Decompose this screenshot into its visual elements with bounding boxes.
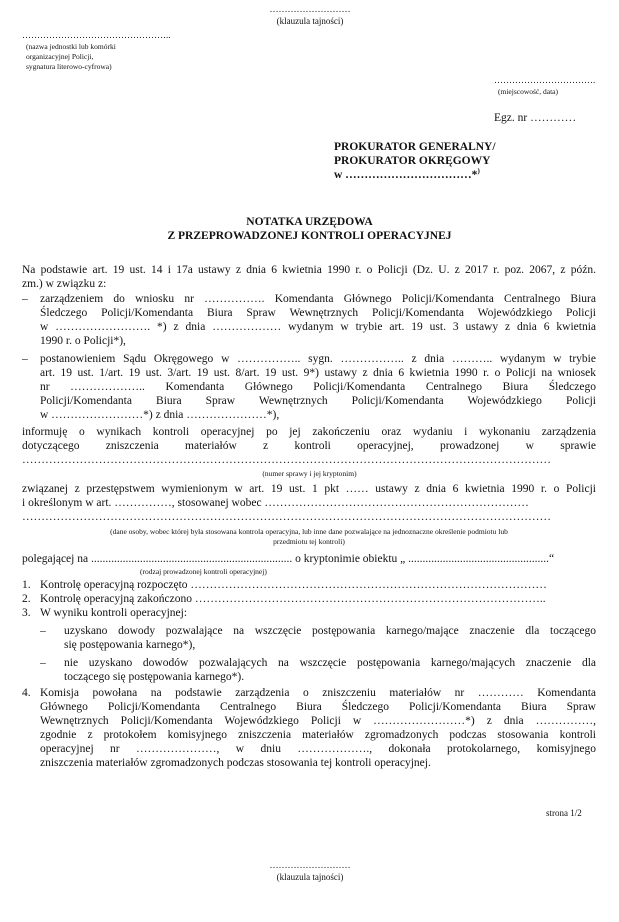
list-item-1: Kontrolę operacyjną rozpoczęto ………………………………………………………………………………… [40,579,547,591]
sub-a-line-2: się postępowania karnego*), [64,639,196,651]
place-date-dots: ……………………………. [494,75,596,85]
point4-line-5: operacyjnej nr …………………, w dniu ………………., dokonała protokolarnego, komisyjnego [40,743,596,755]
crime-line-2: i określonym w art. ……………, stosowanej wobec …………………………………………………………… [22,497,529,509]
dash2-line-a: postanowieniem Sądu Okręgowego w …………….. sygn. …………….. z dnia ……….. wydanym w trybie [40,353,596,365]
dash-bullet-1: – [22,293,28,305]
point4-line-2: Głównego Policji/Komendanta Centralnego Biura Śledczego Policji/Komendanta Biura Spraw [40,701,596,713]
point4-line-4: zgodnie z protokołem komisyjnego zniszczenia materiałów zgromadzonych podczas stosowania kontroli [40,729,596,741]
crime-line-1: związanej z przestępstwem wymienionym w art. 19 ust. 1 pkt …… ustawy z dnia 6 kwietnia 1990 r. o Policji [22,483,596,495]
list-num-4: 4. [22,687,31,699]
control-type-label: (rodzaj prowadzonej kontroli operacyjnej) [140,567,267,576]
inform-line-2: dotyczącego zniszczenia materiałów z kontroli operacyjnej, prowadzonej w sprawie [22,440,596,452]
dash1-line-b: Śledczego Policji/Komendanta Biura Spraw Wewnętrznych Policji/Komendanta Wojewódzkiego Policji [40,307,596,319]
list-num-3: 3. [22,607,31,619]
unit-dots: ………………………………………….. [22,30,171,40]
list-num-2: 2. [22,593,31,605]
addressee-line-2: PROKURATOR OKRĘGOWY [334,155,491,167]
list-item-3: W wyniku kontroli operacyjnej: [40,607,188,619]
case-number-dots: ………………………………………………………………………………………………………………………… [22,454,551,466]
addressee-line-3: w ……………………………*) [334,167,480,181]
dash2-line-d: Policji/Komendanta Biura Spraw Wewnętrznych Policji/Komendanta Wojewódzkiego Policji [40,395,596,407]
place-date-label: (miejscowość, data) [498,87,558,96]
point4-line-1: Komisja powołana na podstawie zarządzenia o zniszczeniu materiałów nr ………… Komendanta [40,687,596,699]
point4-line-3: Wewnętrznych Policji/Komendanta Wojewódzkiego Policji w ……………………*) z dnia ……………, [40,715,596,727]
page-number: strona 1/2 [546,808,582,818]
sub-b-line-1: nie uzyskano dowodów pozwalających na wszczęcie postępowania karnego/mających znaczenie dla [64,657,596,669]
dash1-line-d: 1990 r. o Policji*), [40,335,126,347]
intro-line-1: Na podstawie art. 19 ust. 14 i 17a ustawy z dnia 6 kwietnia 1990 r. o Policji (Dz. U. z 2017 r. poz. 2067, z późn. [22,264,596,276]
doc-title-1: NOTATKA URZĘDOWA [246,216,373,228]
bottom-classification-label: (klauzula tajności) [276,872,344,882]
doc-title-2: Z PRZEPROWADZONEJ KONTROLI OPERACYJNEJ [167,230,452,242]
bottom-classification-dots: ……………………… [269,860,351,870]
dash-bullet-2: – [22,353,28,365]
dash2-line-c: nr ……………….. Komendanta Głównego Policji/Komendanta Centralnego Biura Śledczego [40,381,596,393]
dash2-line-e: w ……………………*) z dnia …………………*), [40,409,280,421]
unit-label-1: (nazwa jednostki lub komórki [26,42,116,51]
sub-dash-2: – [40,657,46,669]
list-item-2: Kontrolę operacyjną zakończono ……………………………………………………………………………….. [40,593,546,605]
crime-line-3: ………………………………………………………………………………………………………………………… [22,511,551,523]
point4-line-6: zniszczenia materiałów zgromadzonych podczas stosowania tej kontroli operacyjnej. [40,757,431,769]
top-classification-dots: ……………………… [269,4,351,14]
sub-dash-1: – [40,625,46,637]
sub-b-line-2: toczącego się postępowania karnego*). [64,671,245,683]
inform-line-1: informuję o wynikach kontroli operacyjnej po jej zakończeniu oraz wydaniu i wykonaniu zarządzenia [22,426,596,438]
person-data-label-2: przedmiotu tej kontroli) [273,537,345,546]
dash1-line-a: zarządzeniem do wniosku nr ……………. Komendanta Głównego Policji/Komendanta Centralnego Biura [40,293,596,305]
unit-label-2: organizacyjnej Policji, [26,52,94,61]
case-number-label: (numer sprawy i jej kryptonim) [262,469,357,478]
top-classification-label: (klauzula tajności) [276,16,344,26]
dash2-line-b: art. 19 ust. 1/art. 19 ust. 3/art. 19 ust. 8/art. 19 ust. 9*) ustawy z dnia 6 kwietnia 1990 r. o Policji na wniosek [40,367,596,379]
person-data-label-1: (dane osoby, wobec której była stosowana kontrola operacyjna, lub inne dane pozwalające na jednoznaczne określenie podmiotu lub [110,527,508,536]
control-type-line: polegającej na ...................................................................... o kryptonimie obiektu „ .................................................“ [22,553,555,565]
list-num-1: 1. [22,579,31,591]
sub-a-line-1: uzyskano dowody pozwalające na wszczęcie postępowania karnego/mające znaczenie dla toczącego [64,625,596,637]
intro-line-2: zm.) w związku z: [22,278,107,290]
dash1-line-c: w ……………………. *) z dnia ……………… wydanym w trybie art. 19 ust. 3 ustawy z dnia 6 kwietnia [40,321,596,333]
unit-label-3: sygnatura literowo-cyfrowa) [26,62,112,71]
addressee-line-1: PROKURATOR GENERALNY/ [334,141,496,153]
copy-number: Egz. nr ………… [494,112,577,124]
